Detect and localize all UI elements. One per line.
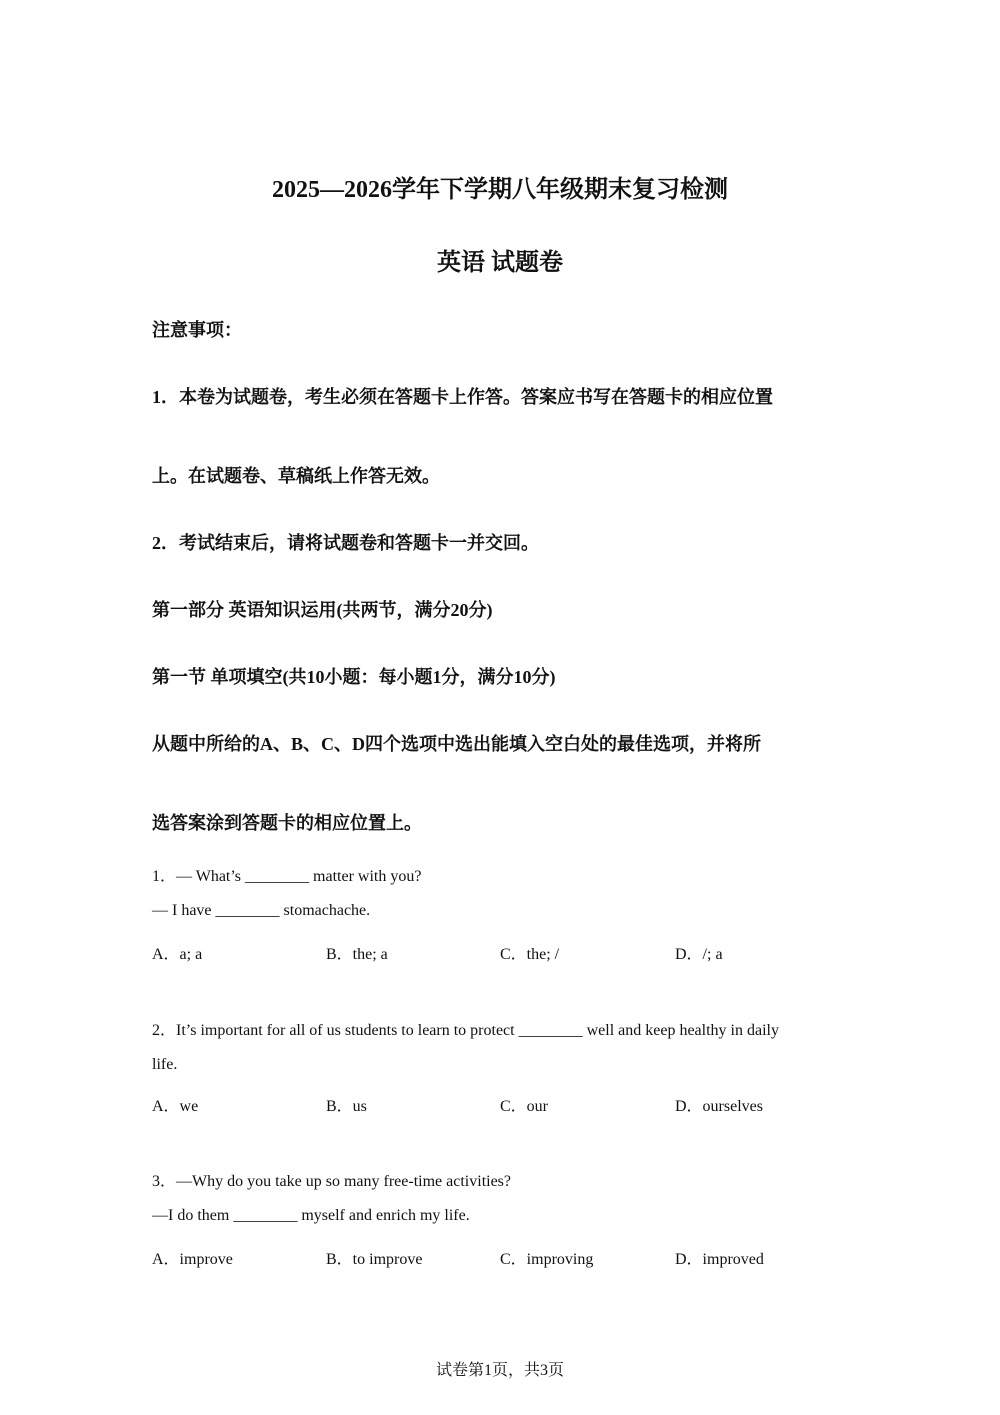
question-3-option-b: B．to improve (326, 1251, 423, 1268)
note-1-line-1: 1．本卷为试题卷，考生必须在答题卡上作答。答案应书写在答题卡的相应位置 (152, 387, 773, 407)
question-2-line-2: life. (152, 1056, 178, 1073)
instruction-line-2: 选答案涂到答题卡的相应位置上。 (152, 813, 422, 833)
exam-subtitle: 英语 试题卷 (437, 250, 563, 276)
question-1-option-d: D．/; a (675, 946, 723, 963)
question-3-option-d: D．improved (675, 1251, 764, 1268)
question-2-option-a: A．we (152, 1098, 199, 1115)
question-1-line-2: — I have ________ stomachache. (152, 902, 371, 919)
instruction-line-1: 从题中所给的A、B、C、D四个选项中选出能填入空白处的最佳选项，并将所 (152, 734, 761, 754)
part-1-title: 第一部分 英语知识运用(共两节，满分20分) (152, 600, 493, 620)
page-footer: 试卷第1页，共3页 (435, 1362, 564, 1379)
question-2-option-d: D．ourselves (675, 1098, 763, 1115)
exam-title: 2025—2026学年下学期八年级期末复习检测 (272, 177, 728, 203)
question-1-option-b: B．the; a (326, 946, 388, 963)
question-1-option-c: C．the; / (500, 946, 560, 963)
question-3-option-c: C．improving (500, 1251, 594, 1268)
question-1-line-1: 1．— What’s ________ matter with you? (152, 868, 422, 885)
section-1-title: 第一节 单项填空(共10小题：每小题1分，满分10分) (152, 667, 556, 687)
question-3-line-1: 3．—Why do you take up so many free-time activities? (152, 1173, 512, 1190)
question-3-line-2: —I do them ________ myself and enrich my life. (152, 1207, 470, 1224)
question-2-option-b: B．us (326, 1098, 367, 1115)
note-2: 2．考试结束后，请将试题卷和答题卡一并交回。 (152, 533, 539, 553)
question-2-option-c: C．our (500, 1098, 549, 1115)
question-2-line-1: 2．It’s important for all of us students to learn to protect ________ well and keep healthy in daily (152, 1022, 779, 1039)
question-3-option-a: A．improve (152, 1251, 233, 1268)
note-1-line-2: 上。在试题卷、草稿纸上作答无效。 (152, 466, 440, 486)
question-1-option-a: A．a; a (152, 946, 203, 963)
notes-heading: 注意事项： (152, 320, 242, 340)
